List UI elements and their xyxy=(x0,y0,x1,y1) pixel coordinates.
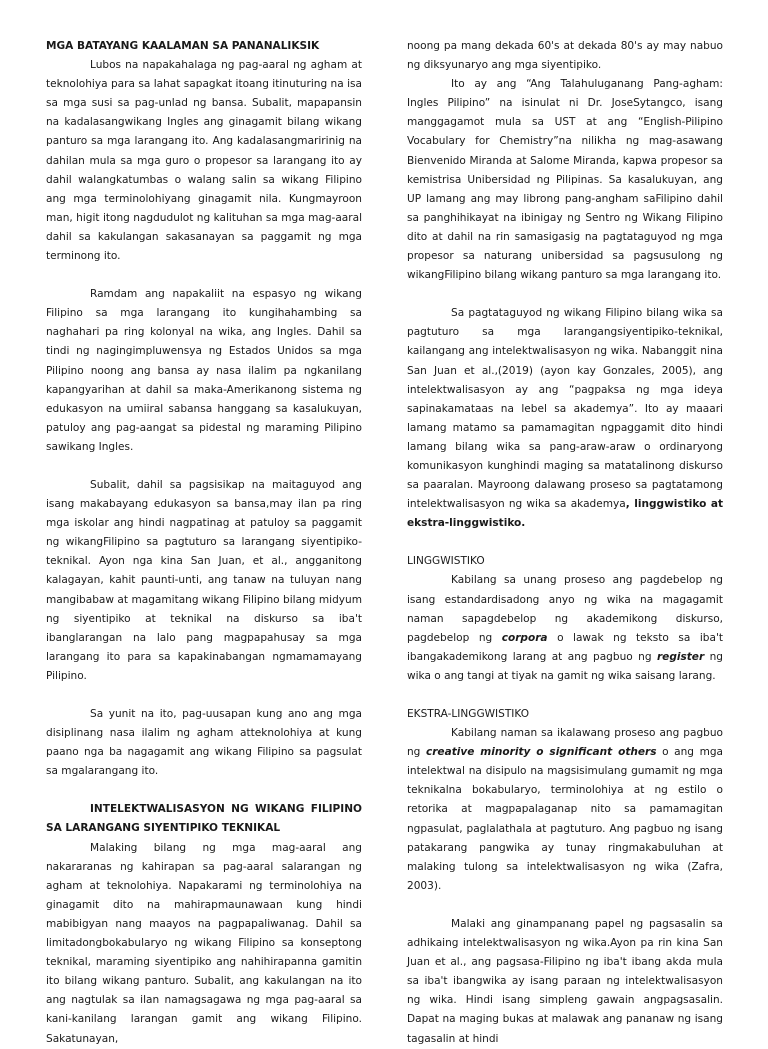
paragraph-intro: Lubos na napakahalaga ng pag-aaral ng agham at teknolohiya para sa lahat sapagkat itoang itinuturing na isa sa mga susi sa pag-unlad ng bansa. Subalit, mapapansin na kadalasangwikang Ingles ang ginagamit bilang wikang panturo sa mga larangang ito. Ang kadalasangmaririnig na dahilan mula sa mga guro o propesor sa larangang ito ay dahil walangkatumbas o walang salin sa wikang Filipino ang mga terminolohiyang ginagamit nila. Kungmayroon man, higit itong nagdudulot ng kalituhan sa mga mag-aaral dahil sa kakulangan sakasanayan sa paggamit ng mga terminong ito. xyxy=(46,59,362,263)
paragraph-pagtataguyod xyxy=(407,304,723,533)
section-heading-intelektwalisasyon: INTELEKTWALISASYON NG WIKANG FILIPINO SA LARANGANG SIYENTIPIKO TEKNIKAL xyxy=(46,803,362,835)
paragraph-linggwistiko xyxy=(407,571,723,686)
ling-text-c: ng wika o ang tangi at tiyak na gamit ng wika saisang larang. xyxy=(407,650,723,682)
ling-text-a: Kabilang sa unang proseso ang pagdebelop ng isang estandardisadong anyo ng wika na magagamit naman sapagdebelop ng akademikong diskurso, pagdebelop ng xyxy=(407,574,723,644)
paragraph-dekada: noong pa mang dekada 60's at dekada 80's ay may nabuo ng diksyunaryo ang mga siyentipiko. xyxy=(407,40,723,72)
paragraph-ekstra-linggwistiko xyxy=(407,724,723,896)
ekstra-creative-minority-term: creative minority o significant others xyxy=(425,746,657,759)
paragraph-malaking-bilang: Malaking bilang ng mga mag-aaral ang nakararanas ng kahirapan sa pag-aaral salarangan ng agham at teknolohiya. Napakarami ng terminolohiya na ginagamit dito na mahirapmaunawaan kung hindi mabibigyan nang maayos na pagpapaliwanag. Dahil sa limitadongbokabularyo ng wikang Filipino sa konseptong teknikal, maraming siyentipiko ang nahihirapanna gamitin ito bilang wikang panturo. Subalit, ang kakulangan na ito ang nagtulak sa ilan namagsagawa ng mga pag-aaral sa kani-kanilang larangan gamit ang wikang Filipino. Sakatunayan, xyxy=(46,841,362,1045)
paragraph-talahuluganan: Ito ay ang “Ang Talahuluganang Pang-agham: Ingles Pilipino” na isinulat ni Dr. JoseSytangco, isang manggagamot mula sa UST at ang “English-Pilipino Vocabulary for Chemistry”na nilikha ng mag-asawang Bienvenido Miranda at Salome Miranda, kapwa propesor sa kemistrisa Unibersidad ng Pilipinas. Sa kasalukuyan, ang UP lamang ang may librong pang-angham saFilipino dahil sa panghihikayat na ibinigay ng Sentro ng Wikang Filipino dito at dahil na rin samasigasig na pagtataguyod ng mga propesor sa naturang unibersidad sa pagsusulong ng wikangFilipino bilang wikang panturo sa mga larangang ito. xyxy=(407,78,723,282)
right-column xyxy=(407,37,723,1049)
pagtataguyod-text: Sa pagtataguyod ng wikang Filipino bilang wika sa pagtuturo sa mga larangangsiyentipiko-teknikal, kailangang ang intelektwalisasyon ng wika. Nabanggit nina San Juan et al.,(2019) (ayon kay Gonzales, 2005), ang intelektwalisasyon ay ang “pagpaksa ng mga ideya sapinakamataas na lebel sa akademya”. Ito ay maaari lamang matamo sa pamamagitan ngpaggamit dito hindi lamang bilang wika sa pang-araw-araw o ordinaryong komunikasyon kunghindi maging sa matatalinong diskurso sa paaralan. Mayroong dalawang proseso sa pagtatamong intelektwalisasyon ng wika sa akademya xyxy=(407,307,723,511)
paragraph-pagsisikap: Subalit, dahil sa pagsisikap na maitaguyod ang isang makabayang edukasyon sa bansa,may ilan pa ring mga iskolar ang hindi nagpatinag at patuloy sa paggamit ng wikangFilipino sa pagtuturo sa larangang siyentipiko-teknikal. Ayon nga kina San Juan, et al., angganitong kalagayan, kahit paunti-unti, ang tanaw na tuluyan nang mangibabaw at magamitang wikang Filipino bilang midyum ng siyentipiko at teknikal na diskurso sa iba't ibanglarangan na lalo pang magpapahusay sa mga larangang ito para sa kapakinabangan ngmamamayang Pilipino. xyxy=(46,478,362,682)
left-column xyxy=(46,37,362,1049)
ling-text-b: o lawak ng teksto sa iba't ibangakademikong larang at ang pagbuo ng xyxy=(407,631,723,663)
paragraph-yunit: Sa yunit na ito, pag-uusapan kung ano ang mga disiplinang nasa ilalim ng agham atteknolohiya at kung paano nga ba nagagamit ang wikang Filipino sa pagsulat sa mgalarangang ito. xyxy=(46,708,362,778)
section-title: MGA BATAYANG KAALAMAN SA PANANALIKSIK xyxy=(46,40,320,52)
ling-register-term: register xyxy=(656,650,705,663)
heading-ekstra-linggwistiko: EKSTRA-LINGGWISTIKO xyxy=(407,708,530,720)
paragraph-espasyo: Ramdam ang napakaliit na espasyo ng wikang Filipino sa mga larangang ito kungihahambing sa naghahari pa ring kolonyal na wika, ang Ingles. Dahil sa tindi ng nagingimpluwensya ng Estados Unidos sa mga Pilipino noong ang bansa ay nasa ilalim pa ngkanilang kapangyarihan at dahil sa maka-Amerikanong sistema ng edukasyon na umiiral sabansa hanggang sa kasalukuyan, patuloy ang pag-aangat sa pidestal ng maraming Pilipino sawikang Ingles. xyxy=(46,288,362,453)
heading-linggwistiko: LINGGWISTIKO xyxy=(407,555,485,568)
ekstra-text-b: o ang mga intelektwal na disipulo na magsisimulang gumamit ng mga teknikalna bokabularyo, terminolohiya at ng estilo o retorika at magpapalaganap nito sa pamamagitan ngpasulat, paglalathala at pagtuturo. Ang pagbuo ng isang patakarang pangwika ay tunay ringmakabuluhan at malaking tulong sa intelektwalisasyon ng wika (Zafra, 2003). xyxy=(407,746,723,892)
ekstra-text-a: Kabilang naman sa ikalawang proseso ang pagbuo ng xyxy=(407,727,723,759)
pagtataguyod-bold-text: , linggwistiko at ekstra-linggwistiko. xyxy=(407,498,723,530)
ling-corpora-term: corpora xyxy=(501,631,548,644)
paragraph-pagsasalin: Malaki ang ginampanang papel ng pagsasalin sa adhikaing intelektwalisasyon ng wika.Ayon pa rin kina San Juan et al., ang pagsasa-Filipino ng iba't ibang akda mula sa iba't ibangwika ay isang paraan ng intelektwalisasyon ng wika. Hindi isang simpleng gawain angpagsasalin. Dapat na maging bukas at malawak ang pananaw ng isang tagasalin at hindi xyxy=(407,917,723,1045)
